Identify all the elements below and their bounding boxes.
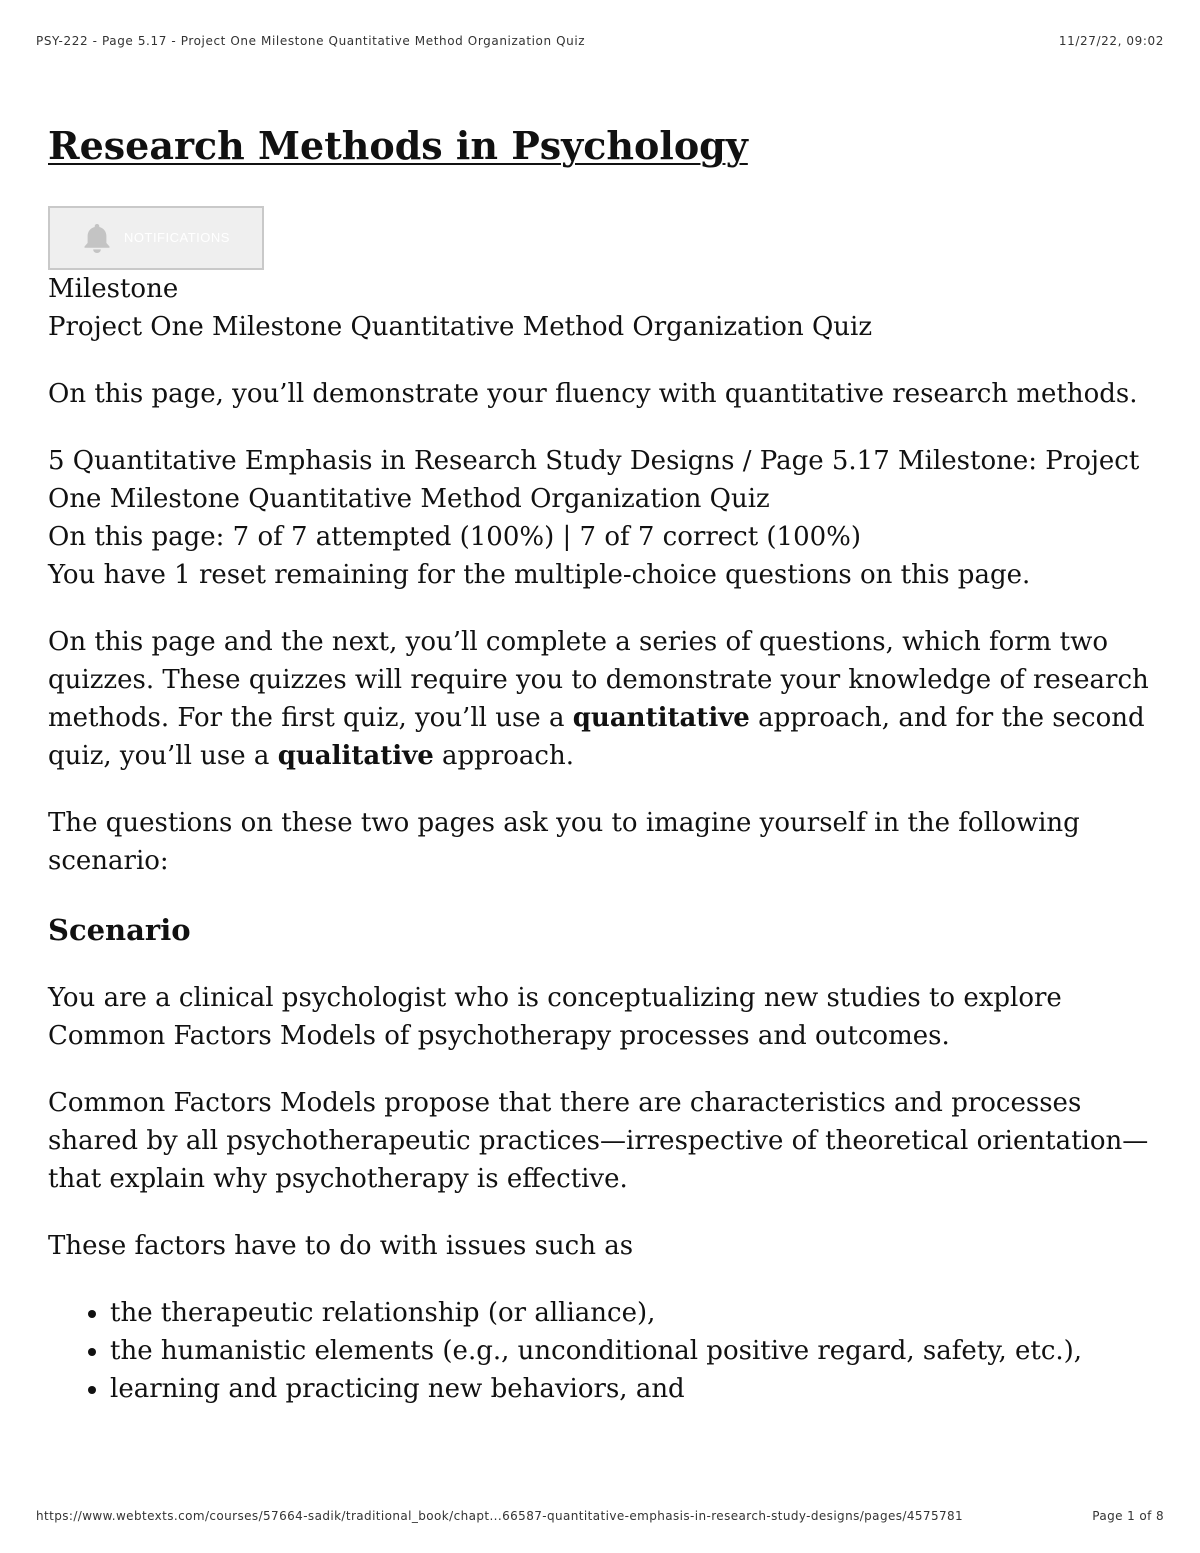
list-item: • the humanistic elements (e.g., unconditional positive regard, safety, etc.), — [110, 1332, 1158, 1370]
scenario-paragraph-1: You are a clinical psychologist who is conceptualizing new studies to explore Common Factors Models of psychotherapy processes and outcomes. — [48, 983, 1062, 1051]
print-footer — [36, 1509, 1164, 1527]
quantitative-term: quantitative — [572, 703, 750, 733]
scenario-paragraph-2: Common Factors Models propose that there are characteristics and processes shared by all psychotherapeutic practices—irrespective of theoretical orientation—that explain why psychotherapy is effective. — [48, 1088, 1149, 1194]
print-footer-url: https://www.webtexts.com/courses/57664-sadik/traditional_book/chapt...66587-quantitative-emphasis-in-research-study-designs/pages/4575781 — [36, 1509, 964, 1523]
instructions-paragraph — [48, 623, 1158, 775]
print-footer-page-number: Page 1 of 8 — [1092, 1509, 1164, 1523]
intro-text: On this page, you’ll demonstrate your fluency with quantitative research methods. — [48, 379, 1138, 409]
print-header — [36, 34, 1164, 52]
page-title: Project One Milestone Quantitative Method Organization Quiz — [48, 312, 873, 342]
instructions-part-2: approach, and for the second quiz, you’ll use a — [48, 703, 1145, 771]
list-item: • the therapeutic relationship (or alliance), — [110, 1294, 1158, 1332]
print-header-datetime: 11/27/22, 09:02 — [1058, 34, 1164, 48]
course-title-link[interactable]: Research Methods in Psychology — [48, 123, 748, 168]
notifications-label: NOTIFICATIONS — [124, 230, 230, 245]
qualitative-term: qualitative — [277, 741, 434, 771]
instructions-part-3: approach. — [433, 741, 574, 771]
print-header-title: PSY-222 - Page 5.17 - Project One Milestone Quantitative Method Organization Quiz — [36, 34, 586, 48]
notifications-button[interactable] — [48, 206, 264, 270]
bell-icon — [80, 221, 114, 255]
scenario-intro: The questions on these two pages ask you to imagine yourself in the following scenario: — [48, 808, 1080, 876]
factors-list — [48, 1294, 1158, 1408]
scenario-paragraph-3: These factors have to do with issues such as — [48, 1231, 634, 1261]
breadcrumb: 5 Quantitative Emphasis in Research Study Designs / Page 5.17 Milestone: Project One Milestone Quantitative Method Organization Quiz — [48, 446, 1140, 514]
milestone-label: Milestone — [48, 274, 179, 304]
instructions-part-1: On this page and the next, you’ll complete a series of questions, which form two quizzes. These quizzes will require you to demonstrate your knowledge of research methods. For the first quiz, you’ll use a — [48, 627, 1149, 733]
scenario-heading: Scenario — [48, 913, 191, 947]
progress-status: On this page: 7 of 7 attempted (100%) | 7 of 7 correct (100%) — [48, 522, 862, 552]
list-item: • learning and practicing new behaviors, and — [110, 1370, 1158, 1408]
page-content — [48, 118, 1158, 1408]
reset-notice: You have 1 reset remaining for the multiple-choice questions on this page. — [48, 560, 1031, 590]
